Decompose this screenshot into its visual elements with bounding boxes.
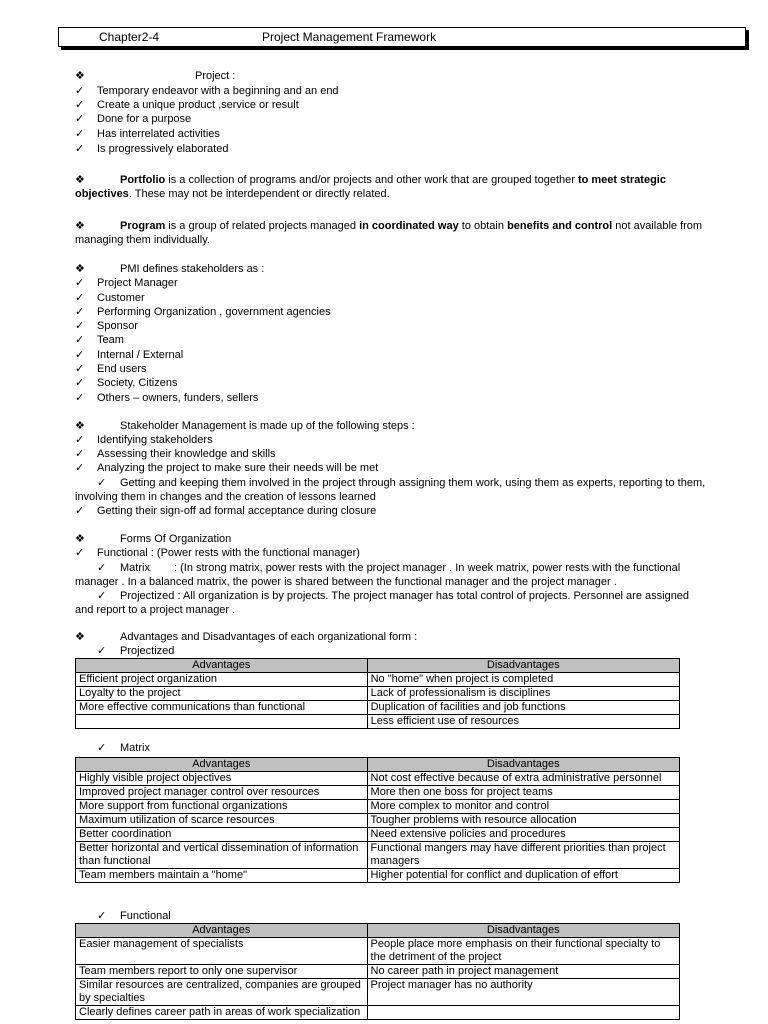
table-row: Maximum utilization of scarce resources Tougher problems with resource allocation (76, 814, 680, 828)
document-page: Chapter2-4 Project Management Framework ❖ Project : ✓ Temporary endeavor with a beginning and an end ✓ Create a unique product ,service or result ✓ Done for a purpose ✓ Has interrelated activities ✓ Is progressively elaborated ❖ Portfolio is a collection of programs and/or projects and other work that are grouped together to meet strategic objectives. These may not be interdependent or directly related. ❖ Program is a group of related projects managed in coordinated way to obtain benefits and control not available from managing them individually. ❖ PMI defines stakeholders as : ✓ Project Manager ✓ Customer ✓ Performing Organization , government agencies ✓ Sponsor ✓ Team ✓ Internal / External ✓ End users ✓ Society, Citizens ✓ Others – owners, funders, sellers ❖ Stakeholder Management is made up of the following steps : ✓ Identifying stakeholders ✓ Assessing their knowledge and skills ✓ Analyzing the project to make sure their needs will be met ✓ Getting and keeping them involved in the project through assigning them work, using them as experts, reporting to them, involving them in changes and the creation of lessons learned ✓ Getting their sign-off ad formal acceptance during closure ❖ Forms Of Organization ✓ Functional : (Power rests with the functional manager) ✓ Matrix : (In strong matrix, power rests with the project manager . In week matrix, power rests with the functional manager . In a balanced matrix, the power is shared between the functional manager and the project manager . ✓ Projectized : All organization is by projects. The project manager has total control of projects. Personnel are assigned and report to a project manager . ❖ Advantages and Disadvantages of each organizational form : ✓ Projectized Advantages Disadvantages Efficient project organization No "home" when project is completed Loyalty to the project Lack of professionalism is disciplines More effective communications than functional Duplication of facilities and job functions Less efficient use of resources ✓ Matrix Advantages Disadvantages Highly visible project objectives Not cost effective because of extra administrative personnel Improved project manager control over resources More then one boss for project teams More support from functional organizations More complex to monitor and control Maximum utilization of scarce resources Tougher problems with resource allocation Better coordination Need extensive policies and procedures Better horizontal and vertical dissemination of information than functional Functional mangers may have different priorities than project managers Team members maintain a "home" Higher potential for conflict and duplication of effort ✓ Functional Advantages Disadvantages Easier management of specialists People place more emphasis on their functional specialty to the detriment of the project Team members report to only one supervisor No career path in project management Similar resources are centralized, companies are grouped by specialties Project manager has no authority Clearly defines career path in areas of work specialization (0, 0, 768, 1024)
functional-table (75, 923, 680, 1020)
check-icon: ✓ (75, 143, 85, 155)
chapter-label: Chapter2-4 (99, 30, 160, 44)
check-icon: ✓ (75, 547, 85, 559)
check-icon: ✓ (97, 910, 107, 922)
table-row: Easier management of specialists People place more emphasis on their functional specialty to the detriment of the project (76, 938, 680, 965)
header-title: Project Management Framework (262, 30, 437, 44)
check-icon: ✓ (75, 292, 85, 304)
check-icon: ✓ (75, 320, 85, 332)
table-row: Loyalty to the project Lack of professionalism is disciplines (76, 687, 680, 701)
table-header-row: Advantages Disadvantages (76, 659, 680, 673)
check-icon: ✓ (75, 505, 85, 517)
table-row: Efficient project organization No "home" when project is completed (76, 673, 680, 687)
table-row: Similar resources are centralized, companies are grouped by specialties Project manager has no authority (76, 979, 680, 1006)
check-icon: ✓ (75, 113, 85, 125)
diamond-bullet-icon: ❖ (75, 263, 85, 275)
table-row: Team members report to only one supervisor No career path in project management (76, 965, 680, 979)
check-icon: ✓ (75, 377, 85, 389)
table-row: Clearly defines career path in areas of work specialization (76, 1006, 680, 1020)
check-icon: ✓ (75, 349, 85, 361)
diamond-bullet-icon: ❖ (75, 174, 85, 186)
diamond-bullet-icon: ❖ (75, 631, 85, 643)
check-icon: ✓ (75, 434, 85, 446)
check-icon: ✓ (97, 742, 107, 754)
table-row: Improved project manager control over resources More then one boss for project teams (76, 786, 680, 800)
check-icon: ✓ (75, 99, 85, 111)
check-icon: ✓ (75, 462, 85, 474)
table-row: Better horizontal and vertical dissemination of information than functional Functional mangers may have different priorities than project managers (76, 842, 680, 869)
check-icon: ✓ (75, 85, 85, 97)
check-icon: ✓ (75, 448, 85, 460)
table-row: Team members maintain a "home" Higher potential for conflict and duplication of effort (76, 869, 680, 883)
matrix-table (75, 757, 680, 883)
page-header (58, 27, 746, 47)
table-header-row: Advantages Disadvantages (76, 758, 680, 772)
check-icon: ✓ (75, 128, 85, 140)
diamond-bullet-icon: ❖ (75, 220, 85, 232)
check-icon: ✓ (75, 334, 85, 346)
diamond-bullet-icon: ❖ (75, 70, 85, 82)
check-icon: ✓ (75, 363, 85, 375)
projectized-table (75, 658, 680, 729)
check-icon: ✓ (97, 590, 107, 602)
check-icon: ✓ (97, 562, 107, 574)
check-icon: ✓ (75, 306, 85, 318)
table-row: More effective communications than functional Duplication of facilities and job functions (76, 701, 680, 715)
check-icon: ✓ (75, 392, 85, 404)
check-icon: ✓ (75, 277, 85, 289)
diamond-bullet-icon: ❖ (75, 533, 85, 545)
check-icon: ✓ (97, 645, 107, 657)
table-row: Less efficient use of resources (76, 715, 680, 729)
table-header-row: Advantages Disadvantages (76, 924, 680, 938)
table-row: Highly visible project objectives Not cost effective because of extra administrative personnel (76, 772, 680, 786)
check-icon: ✓ (97, 477, 107, 489)
table-row: More support from functional organizations More complex to monitor and control (76, 800, 680, 814)
table-row: Better coordination Need extensive policies and procedures (76, 828, 680, 842)
diamond-bullet-icon: ❖ (75, 420, 85, 432)
